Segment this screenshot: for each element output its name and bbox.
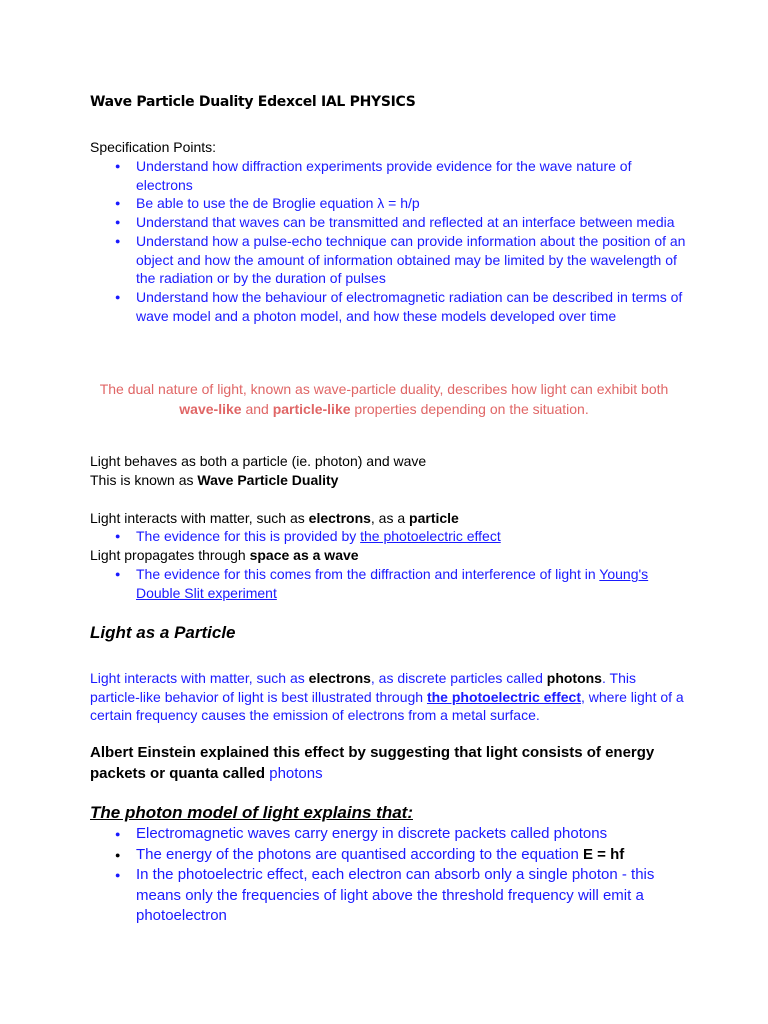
- para-text: , where light of a certain frequency causes the emission of electrons from a metal surface.: [90, 688, 684, 724]
- quote-text: The dual nature of light, known as wave-particle duality, describes how light can exhibit both: [99, 381, 669, 397]
- wave-statement: [90, 546, 359, 565]
- particle-text: , as a: [370, 510, 410, 526]
- section-heading-photon-model: The photon model of light explains that:: [90, 803, 413, 822]
- document-title: Wave Particle Duality Edexcel IAL PHYSICS: [90, 94, 416, 110]
- intro-bold: Wave Particle Duality: [197, 472, 339, 488]
- particle-bold-particle: particle: [409, 510, 459, 526]
- particle-bold-electrons: electrons: [308, 510, 371, 526]
- evidence-text: The evidence for this is provided by: [136, 528, 361, 544]
- einstein-statement: [90, 743, 690, 784]
- photoelectric-effect-bold-link[interactable]: the photoelectric effect: [426, 688, 581, 705]
- photon-model-item: [91, 845, 691, 866]
- quote-bold-particle: particle-like: [272, 400, 351, 417]
- wave-text: Light propagates through: [90, 547, 250, 563]
- particle-text: Light interacts with matter, such as: [90, 510, 309, 526]
- wave-bold: space as a wave: [249, 547, 359, 563]
- para-text: , as discrete particles called: [370, 670, 547, 686]
- quote-text: properties depending on the situation.: [350, 400, 589, 417]
- photoelectric-effect-link[interactable]: the photoelectric effect: [360, 528, 501, 544]
- spec-points-list: [91, 157, 691, 325]
- para-bold-photons: photons: [546, 670, 602, 686]
- photon-model-item: ● Electromagnetic waves carry energy in discrete packets called photons: [91, 824, 691, 845]
- item-text: The energy of the photons are quantised according to the equation: [136, 845, 583, 863]
- para-text: Light interacts with matter, such as: [90, 670, 309, 686]
- spec-point: ● Understand that waves can be transmitted and reflected at an interface between media: [91, 213, 691, 232]
- einstein-photons: photons: [269, 764, 323, 782]
- particle-evidence-list: [91, 527, 691, 546]
- spec-heading: Specification Points:: [90, 139, 217, 155]
- intro-text: This is known as: [90, 472, 198, 488]
- einstein-text: Albert Einstein explained this effect by suggesting that light consists of energy packets or quanta called: [90, 744, 655, 782]
- particle-evidence-item: [91, 527, 691, 546]
- evidence-text: The evidence for this comes from the diffraction and interference of light in: [136, 566, 600, 582]
- para-text: . This particle-like behavior of light is best illustrated through: [90, 670, 636, 705]
- quote-text: and: [241, 400, 273, 417]
- spec-point: ● Understand how the behaviour of electromagnetic radiation can be described in terms of wave model and a photon model, and how these models developed over time: [91, 288, 691, 325]
- duality-quote: [90, 380, 678, 419]
- equation-e-hf: E = hf: [582, 845, 625, 863]
- particle-paragraph: [90, 669, 685, 725]
- wave-evidence-item: [91, 565, 691, 602]
- youngs-double-slit-link[interactable]: Young's Double Slit experiment: [136, 566, 649, 601]
- spec-point: ● Understand how diffraction experiments provide evidence for the wave nature of electrons: [91, 157, 691, 194]
- para-bold-electrons: electrons: [308, 670, 371, 686]
- spec-point: ● Understand how a pulse-echo technique can provide information about the position of an object and how the amount of information obtained may be limited by the wavelength of the radiation or by the duration of pulses: [91, 232, 691, 288]
- particle-statement: [90, 509, 459, 528]
- wave-evidence-list: [91, 565, 691, 602]
- photon-model-item: ● In the photoelectric effect, each electron can absorb only a single photon - this means only the frequencies of light above the threshold frequency will emit a photoelectron: [91, 865, 691, 927]
- spec-point: ● Be able to use the de Broglie equation λ = h/p: [91, 194, 691, 213]
- photon-model-list: [91, 824, 691, 927]
- section-heading-light-as-particle: Light as a Particle: [90, 623, 236, 642]
- intro-line-2: [90, 471, 338, 490]
- intro-line-1: Light behaves as both a particle (ie. photon) and wave: [90, 453, 427, 469]
- quote-bold-wave: wave-like: [179, 400, 242, 417]
